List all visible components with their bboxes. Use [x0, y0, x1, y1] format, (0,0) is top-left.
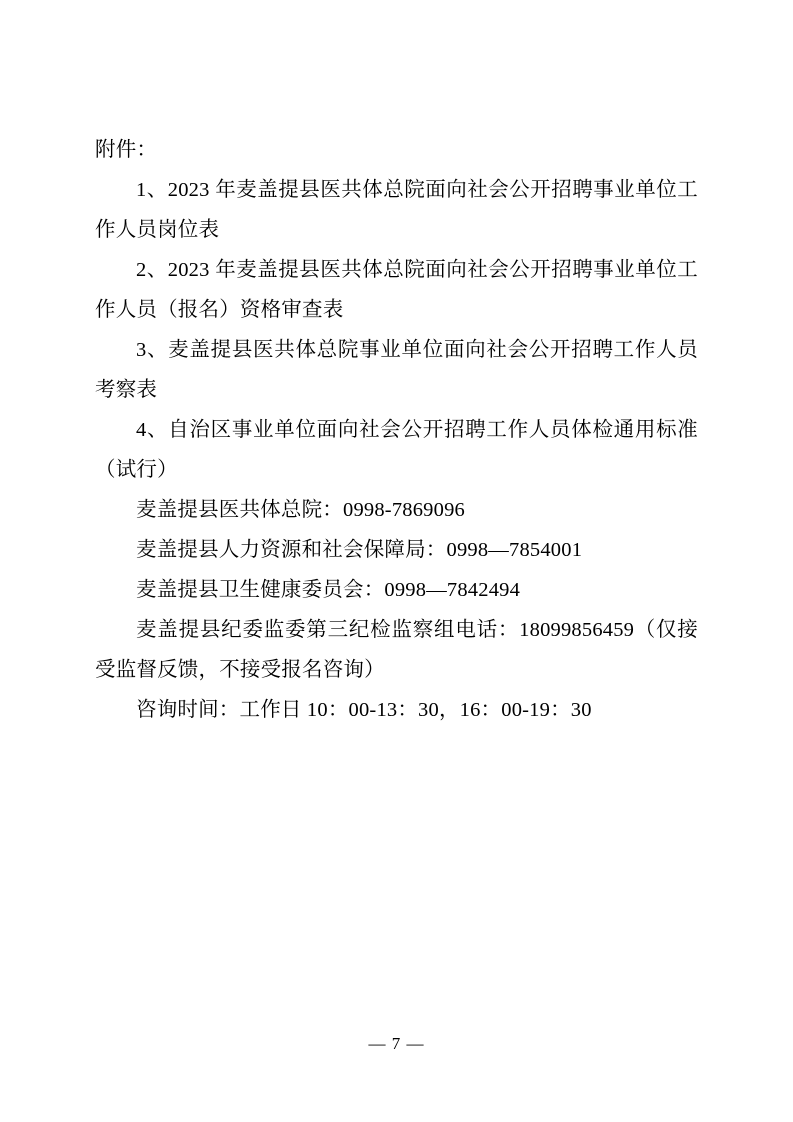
attachment-item-3: 3、麦盖提县医共体总院事业单位面向社会公开招聘工作人员考察表: [95, 339, 698, 401]
attachment-item-4: 4、自治区事业单位面向社会公开招聘工作人员体检通用标准（试行）: [95, 419, 698, 481]
attachment-item-2: 2、2023 年麦盖提县医共体总院面向社会公开招聘事业单位工作人员（报名）资格审查表: [95, 259, 698, 321]
attachment-heading: 附件：: [95, 139, 158, 161]
page-number: — 7 —: [368, 1034, 425, 1053]
consultation-hours: 咨询时间：工作日 10：00-13：30，16：00-19：30: [136, 699, 592, 721]
attachment-item-1: 1、2023 年麦盖提县医共体总院面向社会公开招聘事业单位工作人员岗位表: [95, 179, 698, 241]
document-body: [95, 130, 698, 730]
contact-hospital: 麦盖提县医共体总院：0998-7869096: [136, 499, 465, 521]
contact-health-commission: 麦盖提县卫生健康委员会：0998—7842494: [136, 579, 521, 601]
contact-hr-bureau: 麦盖提县人力资源和社会保障局：0998—7854001: [136, 539, 583, 561]
contact-discipline-inspection: 麦盖提县纪委监委第三纪检监察组电话：18099856459（仅接受监督反馈，不接受报名咨询）: [95, 619, 698, 681]
